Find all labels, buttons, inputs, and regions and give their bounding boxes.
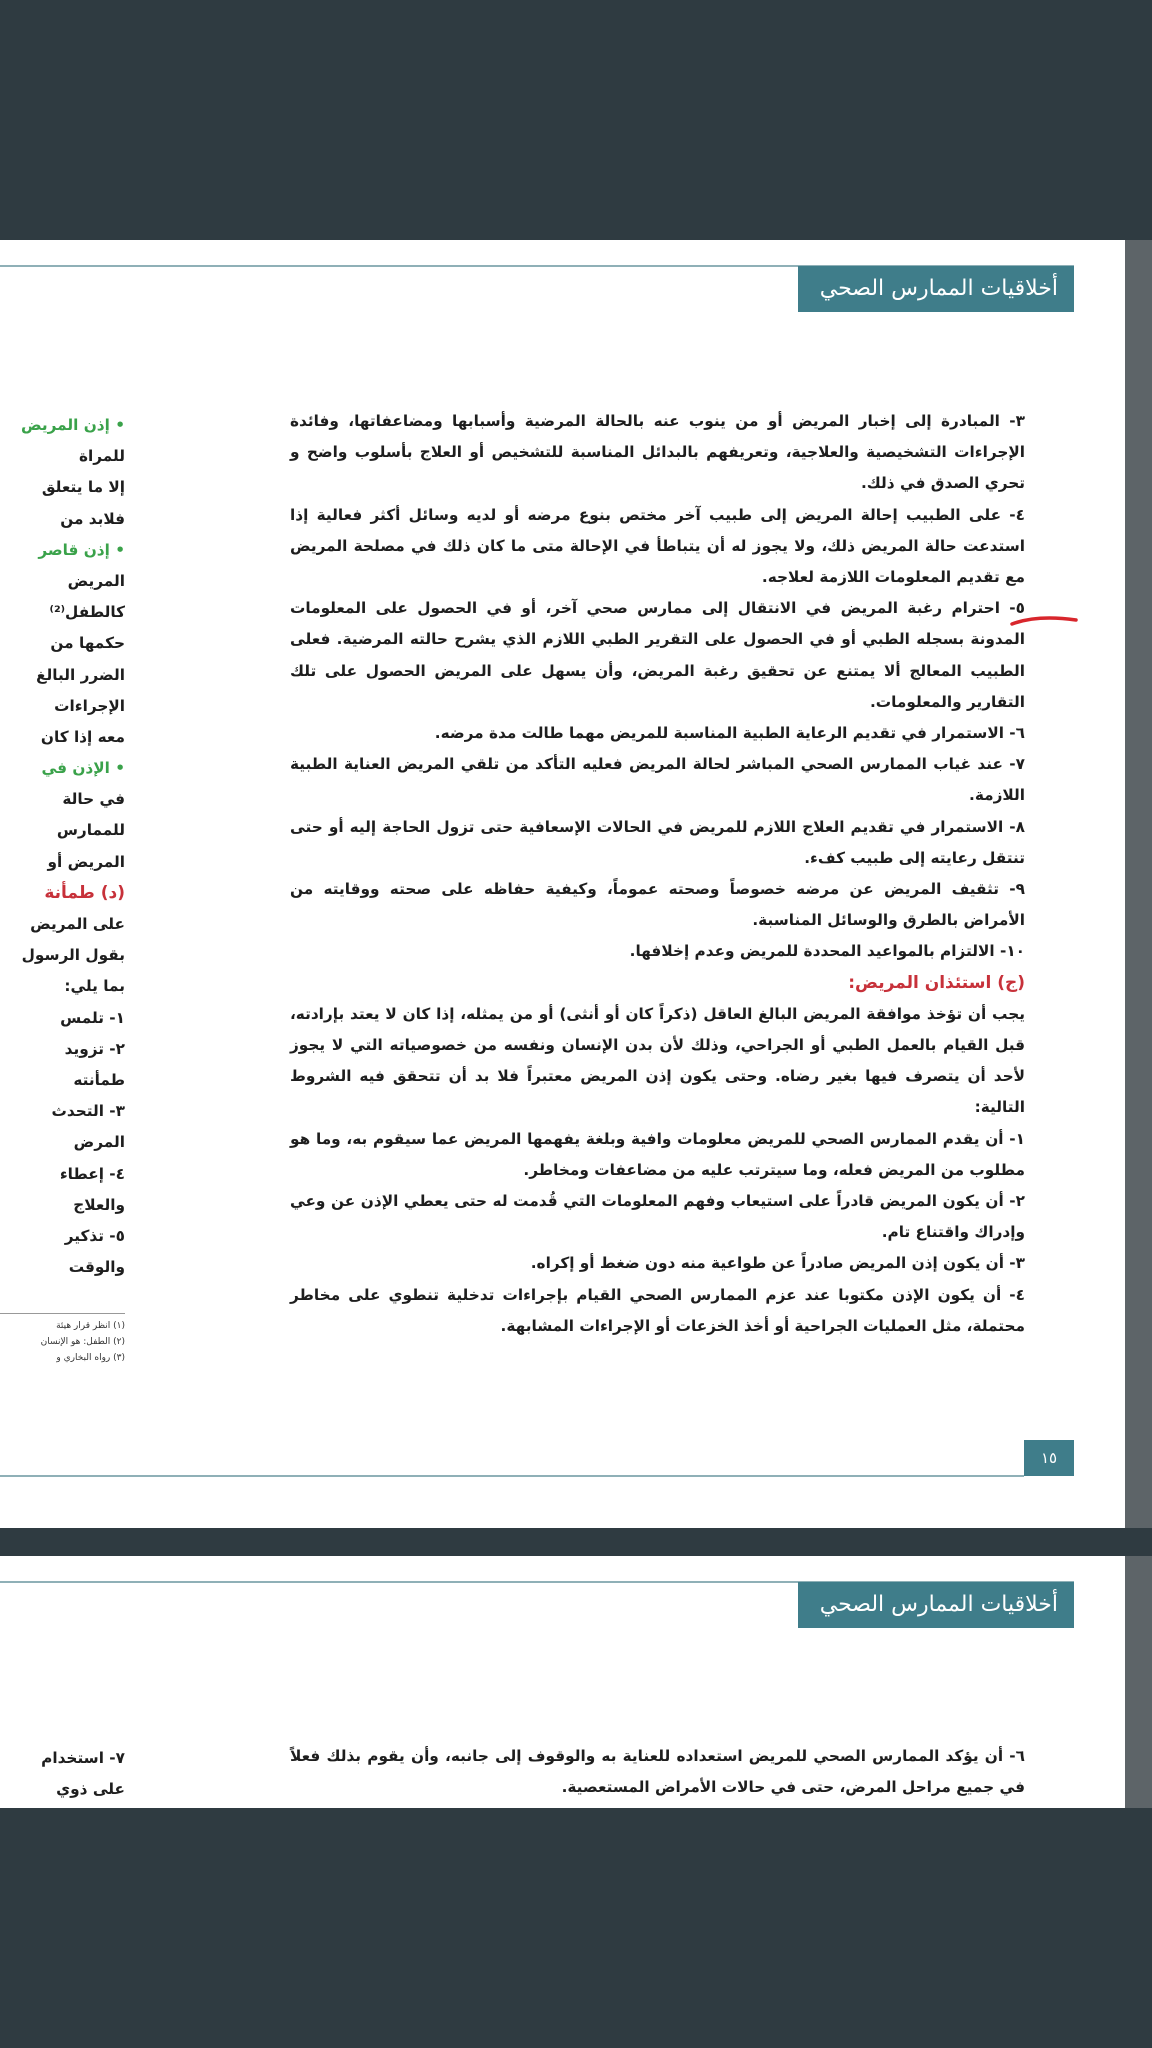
left-column-line: طمأنته <box>73 1070 125 1089</box>
left-column-line: ١- تلمس <box>60 1008 125 1027</box>
left-column-line: ٤- إعطاء <box>59 1164 125 1183</box>
left-column-line: المريض أو <box>47 852 125 871</box>
left-column-line: المرض <box>73 1133 125 1152</box>
left-column-line: • إذن المريض <box>21 416 125 434</box>
left-column-line: كالطفل⁽²⁾ <box>49 603 125 622</box>
paragraph-item-6: ٦- الاستمرار في تقديم الرعاية الطبية المناسبة للمريض مهما طالت مدة مرضه. <box>434 724 1025 743</box>
left-column-line: معه إذا كان <box>40 727 125 746</box>
left-column-cropped <box>0 1743 125 1805</box>
paragraph-item-3: ٣- المبادرة إلى إخبار المريض أو من ينوب عنه بالحالة المرضية وأسبابها ومضاعفاتها، وفائدة الإجراءات التشخيصية والعلاجية، وتعريفهم بالبدائل المناسبة للتشخيص أو العلاج بأسلوب واضح و تحري الصدق في ذلك. <box>290 412 1025 493</box>
left-column-line: ٥- تذكير <box>64 1226 125 1245</box>
paragraph-item-9: ٩- تثقيف المريض عن مرضه خصوصاً وصحته عموماً، وكيفية حفاظه على صحته ووقايته من الأمراض بالطرق والوسائل المناسبة. <box>290 880 1025 930</box>
document-page-next <box>0 1556 1125 1808</box>
left-column-line: والوقت <box>68 1258 125 1277</box>
condition-item-4: ٤- أن يكون الإذن مكتوبا عند عزم الممارس الصحي القيام بإجراءات تدخلية تنطوي على مخاطر محتملة، مثل العمليات الجراحية أو أخذ الخزعات أو الإجراءات المشابهة. <box>290 1285 1025 1335</box>
left-column-line: ٧- استخدام <box>41 1749 125 1767</box>
footnote-rule <box>0 1313 125 1314</box>
left-column-line: حكمها من <box>50 634 125 653</box>
left-column-line: بما يلي: <box>64 977 125 996</box>
left-column-line: للممارس <box>56 821 125 840</box>
footnotes <box>0 1318 125 1366</box>
left-column-line: المريض <box>67 571 125 590</box>
left-column-line: (د) طمأنة <box>44 882 125 903</box>
running-header-title: أخلاقيات الممارس الصحي <box>798 266 1074 312</box>
left-column-line: الإجراءات <box>54 696 125 715</box>
left-column-line: ٢- تزويد <box>64 1039 125 1058</box>
left-column-line: • إذن قاصر <box>38 540 125 559</box>
pen-annotation-mark <box>1008 610 1080 632</box>
footnote-line: (٢) الطفل: هو الإنسان <box>40 1337 125 1347</box>
left-column-line: إلا ما يتعلق <box>41 478 125 497</box>
condition-item-2: ٢- أن يكون المريض قادراً على استيعاب وفهم المعلومات التي قُدمت له حتى يعطي الإذن عن وعي وإدراك واقتناع تام. <box>290 1192 1025 1242</box>
condition-item-1: ١- أن يقدم الممارس الصحي للمريض معلومات وافية وبلغة يفهمها المريض عما سيقوم به، وما هو مطلوب من المريض فعله، وما سيترتب عليه من مضاعفات ومخاطر. <box>290 1129 1025 1179</box>
paragraph-item-10: ١٠- الالتزام بالمواعيد المحددة للمريض وعدم إخلافها. <box>629 942 1025 961</box>
left-column-cropped <box>0 410 125 1283</box>
left-column-line: فلابد من <box>60 509 125 528</box>
section-intro: يجب أن تؤخذ موافقة المريض البالغ العاقل (ذكراً كان أو أنثى) أو من يمثله، إذا كان لا يعتد بإرادته، قبل القيام بالعمل الطبي أو الجراحي، وذلك لأن بدن الإنسان ونفسه من خصوصياته التي لا يجوز لأحد أن يتصرف فيها بغير رضاه. وحتى يكون إذن المريض معتبراً فلا بد أن تتحقق فيه الشروط التالية: <box>290 1004 1025 1117</box>
paragraph-item-7: ٧- عند غياب الممارس الصحي المباشر لحالة المريض فعليه التأكد من تلقي المريض العناية الطبية اللازمة. <box>290 755 1025 805</box>
condition-item-3: ٣- أن يكون إذن المريض صادراً عن طواعية منه دون ضغط أو إكراه. <box>530 1254 1025 1273</box>
main-column <box>290 1741 1025 1803</box>
section-heading: (ج) استئذان المريض: <box>848 972 1025 993</box>
paragraph-item-4: ٤- على الطبيب إحالة المريض إلى طبيب آخر مختص بنوع مرضه أو لديه وسائل أكثر فعالية إذا استدعت حالة المريض ذلك، ولا يجوز له أن يتباطأ في الإحالة متى ما كان ذلك في مصلحة المريض مع تقديم المعلومات اللازمة لعلاجه. <box>290 505 1025 587</box>
left-column-line: بقول الرسول <box>21 946 125 965</box>
page-edge-shadow <box>1125 240 1152 1528</box>
page-edge-shadow <box>1125 1556 1152 1808</box>
main-column <box>290 406 1025 1342</box>
page-number: ١٥ <box>1024 1440 1074 1476</box>
left-column-line: على المريض <box>30 915 125 933</box>
left-column-line: في حالة <box>62 790 125 809</box>
document-page-15 <box>0 240 1125 1528</box>
footnote-line: (١) انظر قرار هيئة <box>56 1321 125 1331</box>
running-header-title: أخلاقيات الممارس الصحي <box>798 1582 1074 1628</box>
footnote-line: (٣) رواه البخاري و <box>56 1353 125 1363</box>
paragraph-item-5: ٥- احترام رغبة المريض في الانتقال إلى ممارس صحي آخر، أو في الحصول على المعلومات المدونة بسجله الطبي أو في الحصول على التقرير الطبي اللازم الذي يشرح حالته المرضية. فعلى الطبيب المعالج ألا يمتنع عن تحقيق رغبة المريض، وأن يسهل على المريض الحصول على تلك التقارير والمعلومات. <box>290 599 1025 711</box>
paragraph-item-8: ٨- الاستمرار في تقديم العلاج اللازم للمريض في الحالات الإسعافية حتى تزول الحاجة إليه أو حتى تنتقل رعايته إلى طبيب كفء. <box>290 817 1025 867</box>
left-column-line: للمراة <box>78 447 125 466</box>
left-column-line: الضرر البالغ <box>36 665 125 684</box>
left-column-line: على ذوي <box>56 1780 125 1799</box>
left-column-line: والعلاج <box>73 1195 125 1214</box>
footer-rule <box>0 1475 1024 1477</box>
left-column-line: ٣- التحدث <box>51 1102 125 1121</box>
paragraph-item-6: ٦- أن يؤكد الممارس الصحي للمريض استعداده للعناية به والوقوف إلى جانبه، وأن يقوم بذلك فعلاً في جميع مراحل المرض، حتى في حالات الأمراض المستعصية. <box>290 1747 1025 1797</box>
left-column-line: • الإذن في <box>41 759 125 778</box>
